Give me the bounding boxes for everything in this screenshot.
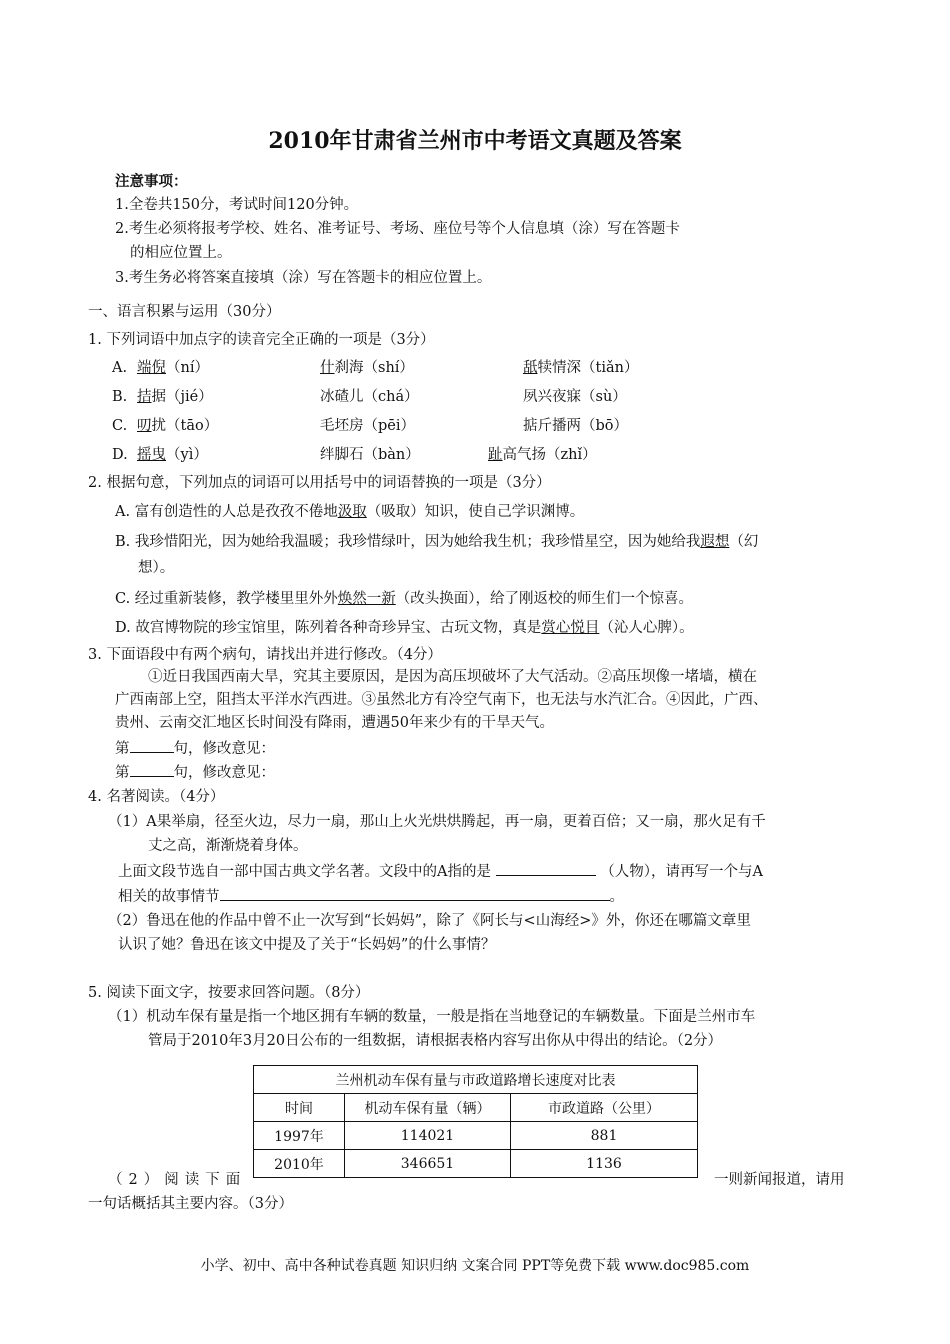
word-text: 据（jié） (151, 389, 213, 405)
q1-option-word (137, 358, 209, 378)
table-row (254, 1150, 698, 1178)
text: 上面文段节选自一部中国古典文学名著。文段中的A指的是 (118, 864, 491, 880)
q2-option-b-cont: 想）。 (138, 560, 175, 576)
q1-option-word (137, 387, 213, 407)
q4-sub1-question (118, 861, 763, 882)
q5-sub2-text-left: （2）阅读下面 (108, 1172, 247, 1188)
table-header-cell: 市政道路（公里） (511, 1094, 698, 1122)
dotted-chars: 趾 (488, 447, 503, 463)
text: 句，修改意见： (173, 765, 275, 781)
word-text: 刹海（shí） (334, 360, 414, 376)
word-text: 高气扬（zhǐ） (502, 447, 597, 463)
dotted-chars: 叨 (137, 418, 152, 434)
q5-sub2-text-right: 一则新闻报道，请用 (714, 1172, 845, 1188)
q4-sub2-text: （2）鲁迅在他的作品中曾不止一次写到“长妈妈”，除了《阿长与<山海经>》外，你还在哪篇文章里 (108, 913, 751, 929)
answer-blank[interactable] (130, 738, 174, 753)
table-header-row (254, 1094, 698, 1122)
table-header-cell: 机动车保有量（辆） (345, 1094, 511, 1122)
dotted-chars: 摇曳 (137, 447, 166, 463)
underlined-word: 遐想 (700, 534, 730, 550)
q1-option-word (320, 416, 415, 436)
text: （改头换面），给了刚返校的师生们一个惊喜。 (395, 591, 694, 607)
table-cell: 2010年 (254, 1150, 345, 1178)
underlined-word: 赏心悦目 (541, 620, 600, 636)
footer-text: 小学、初中、高中各种试卷真题 知识归纳 文案合同 PPT等免费下载 www.doc985.com (200, 1258, 750, 1274)
text: （沁人心脾）。 (599, 620, 694, 636)
text: （人物），请再写一个与A (600, 864, 763, 880)
q4-stem: 4. 名著阅读。（4分） (88, 789, 225, 805)
text: 相关的故事情节 (118, 889, 220, 905)
page-title: 2010年甘肃省兰州市中考语文真题及答案 (268, 128, 682, 154)
table-cell: 881 (511, 1122, 698, 1150)
dotted-chars: 舐 (523, 360, 538, 376)
notice-heading: 注意事项： (115, 173, 188, 190)
q1-option-word (320, 445, 420, 465)
q1-option-word (523, 416, 628, 436)
q2-option-c (115, 589, 693, 609)
table-cell: 346651 (345, 1150, 511, 1178)
text: （幻 (729, 534, 759, 550)
text: 第 (115, 765, 130, 781)
underlined-word: 汲取 (337, 504, 367, 520)
text: C. 经过重新装修，教学楼里里外外 (115, 591, 338, 607)
q1-stem: 1. 下列词语中加点字的读音完全正确的一项是（3分） (88, 332, 435, 348)
word-text: 夙兴夜寐（sù） (523, 389, 627, 405)
q3-answer-line (115, 762, 275, 783)
q1-option-label: A. (112, 360, 128, 376)
q1-option-label: D. (112, 447, 128, 463)
character-blank[interactable] (496, 861, 596, 876)
text: 第 (115, 741, 130, 757)
q5-sub2-text-cont: 一句话概括其主要内容。（3分） (88, 1196, 293, 1212)
q1-option-word (137, 445, 208, 465)
q2-option-b (115, 532, 758, 552)
q3-answer-line (115, 738, 275, 759)
q4-sub1-text: （1）A果举扇，径至火边，尽力一扇，那山上火光烘烘腾起，再一扇，更着百倍；又一扇，那火足有千 (108, 814, 766, 830)
q3-passage-line: ①近日我国西南大旱，究其主要原因，是因为高压坝破坏了大气活动。②高压坝像一堵墙，横在 (148, 669, 757, 685)
section-heading: 一、语言积累与运用（30分） (88, 304, 281, 320)
q3-stem: 3. 下面语段中有两个病句，请找出并进行修改。（4分） (88, 647, 442, 663)
plot-blank[interactable] (220, 886, 610, 901)
notice-item-1: 1.全卷共150分，考试时间120分钟。 (115, 197, 359, 213)
q1-option-word (320, 358, 414, 378)
table-cell: 1136 (511, 1150, 698, 1178)
word-text: 毛坯房（pēi） (320, 418, 416, 434)
statistics-table (253, 1065, 698, 1178)
answer-blank[interactable] (130, 762, 174, 777)
q1-option-word (320, 387, 419, 407)
word-text: （ní） (166, 360, 209, 376)
table-row (254, 1122, 698, 1150)
q3-passage-line: 贵州、云南交汇地区长时间没有降雨，遭遇50年来少有的干旱天气。 (115, 715, 554, 731)
word-text: 犊情深（tiǎn） (537, 360, 639, 376)
table-cell: 114021 (345, 1122, 511, 1150)
text: D. 故宫博物院的珍宝馆里，陈列着各种奇珍异宝、古玩文物，真是 (115, 620, 542, 636)
q1-option-word (488, 445, 597, 465)
q4-sub1-text-cont: 丈之高，渐渐烧着身体。 (148, 838, 308, 854)
q2-stem: 2. 根据句意，下列加点的词语可以用括号中的词语替换的一项是（3分） (88, 475, 551, 491)
q4-sub1-question-cont (118, 886, 624, 907)
word-text: 冰碴儿（chá） (320, 389, 419, 405)
q4-sub2-text-cont: 认识了她？鲁迅在该文中提及了关于“长妈妈”的什么事情？ (118, 937, 496, 953)
q5-sub1-text: （1）机动车保有量是指一个地区拥有车辆的数量，一般是指在当地登记的车辆数量。下面是兰州市车 (108, 1009, 756, 1025)
q1-option-word (523, 358, 638, 378)
text: 句，修改意见： (173, 741, 275, 757)
q5-sub1-text-cont: 管局于2010年3月20日公布的一组数据，请根据表格内容写出你从中得出的结论。（2分） (148, 1033, 723, 1049)
table-header-cell: 时间 (254, 1094, 345, 1122)
q5-stem: 5. 阅读下面文字，按要求回答问题。（8分） (88, 985, 370, 1001)
notice-item-3: 3.考生务必将答案直接填（涂）写在答题卡的相应位置上。 (115, 270, 492, 286)
notice-item-2: 2.考生必须将报考学校、姓名、准考证号、考场、座位号等个人信息填（涂）写在答题卡 (115, 221, 680, 237)
notice-item-2-cont: 的相应位置上。 (130, 245, 232, 261)
table-caption-row (254, 1066, 698, 1094)
text: B. 我珍惜阳光，因为她给我温暖；我珍惜绿叶，因为她给我生机；我珍惜星空，因为她给我 (115, 534, 701, 550)
q1-option-word (523, 387, 627, 407)
dotted-chars: 什 (320, 360, 335, 376)
q2-option-d (115, 618, 694, 638)
table-cell: 1997年 (254, 1122, 345, 1150)
word-text: 扰（tāo） (151, 418, 219, 434)
q2-option-a (115, 502, 584, 522)
text: （吸取）知识，使自己学识渊博。 (366, 504, 585, 520)
word-text: （yì） (166, 447, 208, 463)
word-text: 绊脚石（bàn） (320, 447, 420, 463)
word-text: 掂斤播两（bō） (523, 418, 629, 434)
q1-option-word (137, 416, 218, 436)
dotted-chars: 端倪 (137, 360, 166, 376)
text: A. 富有创造性的人总是孜孜不倦地 (115, 504, 338, 520)
text: 。 (609, 889, 624, 905)
q3-passage-line: 广西南部上空，阻挡太平洋水汽西进。③虽然北方有冷空气南下，也无法与水汽汇合。④因此，广西、 (115, 692, 768, 708)
dotted-chars: 拮 (137, 389, 152, 405)
q1-option-label: B. (112, 389, 128, 405)
underlined-word: 焕然一新 (337, 591, 396, 607)
table-caption: 兰州机动车保有量与市政道路增长速度对比表 (254, 1066, 698, 1094)
q1-option-label: C. (112, 418, 128, 434)
